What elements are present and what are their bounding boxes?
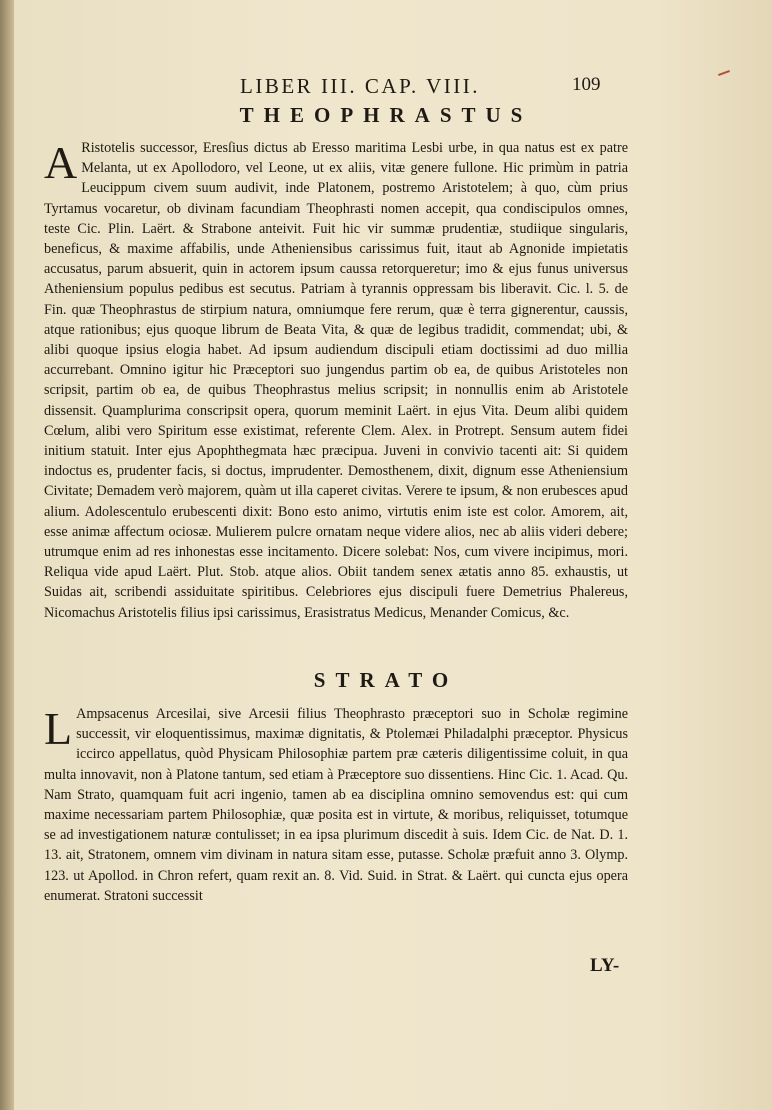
section-title-strato: STRATO bbox=[313, 668, 459, 692]
section-text-strato bbox=[44, 704, 628, 906]
section-body: Ampsacenus Arcesilai, sive Arcesii filius Theophrasto præceptori suo in Scholæ regimine successit, vir eloquentissimus, maximæ dignitatis, & Ptolemæi Philadalphi præceptor. Physicus iccirco appellatus, quòd Physicam Philosophiæ partem præ cæteris diligentissime coluit, in qua multa innovavit, non à Platone tantum, sed etiam à Præceptore suo dissentiens. Hinc Cic. 1. Acad. Qu. Nam Strato, quamquam fuit acri ingenio, tamen ab ea disciplina omnino semovendus est: qui cum maxime necessariam partem Philosophiæ, quæ posita est in virtute, & moribus, reliquisset, totumque se ad investigationem naturæ contulisset; in ea ipsa plurimum discedit à suis. Idem Cic. de Nat. D. 1. 13. ait, Stratonem, omnem vim divinam in natura sitam esse, putasse. Scholæ præfuit anno 3. Olymp. 123. ut Apollod. in Chron refert, quam rexit an. 8. Vid. Suid. in Strat. & Laërt. qui cuncta ejus opera enumerat. Stratoni successit bbox=[44, 706, 628, 904]
catchword: LY- bbox=[590, 955, 620, 976]
page-binding-shadow bbox=[0, 0, 14, 1110]
running-head bbox=[0, 74, 772, 104]
page-number: 109 bbox=[572, 74, 601, 95]
section-body: Ristotelis successor, Eresſius dictus ab Eresso maritima Lesbi urbe, in qua natus est ex patre Melanta, ut ex Apollodoro, vel Leone, ut ex aliis, vitæ genere fullone. Hic primùm in patria Leucippum civem suum audivit, inde Platonem, postremo Aristotelem; à quo, cùm prius Tyrtamus vocaretur, ob divinam facundiam Theophrasti nomen accepit, qua condiscipulos omnes, teste Cic. Plin. Laërt. & Strabone anteivit. Fuit hic vir summæ prudentiæ, studiique singularis, beneficus, & maxime affabilis, unde Atheniensibus carissimus fuit, itaut ab Agnonide impietatis accusatus, parum absuerit, quin in actorem ipsum caussa retorqueretur; imo & ejus funus universus Atheniensium populus pedibus est secutus. Patriam à tyrannis oppressam bis liberavit. Cic. l. 5. de Fin. quæ Theophrastus de stirpium natura, omniumque fere rerum, quæ è terra gignerentur, caussis, atque rationibus; ejus quoque librum de Beata Vita, & quæ de legibus tradidit, commendat; ubi, & alibi quoque ipsius elogia habet. Ad ipsum audiendum discipuli etiam doctissimi ad duo millia accurrebant. Omnino igitur hic Præceptori suo jungendus partim ob ea, de quibus Aristoteles non scripsit, partim ob ea, de quibus Theophrastus melius scripsit; in nonnullis enim ab Aristotele dissensit. Quamplurima conscripsit opera, quorum meminit Laërt. in ejus Vita. Deum alibi quidem Cœlum, alibi vero Spiritum esse existimat, referente Clem. Alex. in Protrept. Sensum autem fidei initium statuit. Inter ejus Apophthegmata hæc præcipua. Juveni in convivio tacenti ait: Si quidem indoctus es, prudenter facis, si doctus, imprudenter. Demosthenem, dixit, dignum esse Atheniensium Civitate; Demadem verò majorem, quàm ut illa caperet civitas. Verere te ipsum, & non erubesces apud alium. Adolescentulo erubescenti dixit: Bono esto animo, virtutis enim iste est color. Amorem, ait, esse animæ affectum ociosæ. Mulierem pulcre ornatam neque videre alios, nec ab aliis videri debere; utrumque enim ad res inhonestas esse incitamento. Dicere solebat: Nos, cum vivere incipimus, mori. Reliqua vide apud Laërt. Plut. Stob. atque alios. Obiit tandem senex ætatis anno 85. exhaustis, ut Suidas ait, scribendi assiduitate spiritibus. Celebriores ejus discipuli fuere Demetrius Phalereus, Nicomachus Aristotelis filius ipsi carissimus, Erasistratus Medicus, Menander Comicus, &c. bbox=[44, 140, 628, 621]
drop-cap: L bbox=[44, 703, 73, 754]
drop-cap: A bbox=[44, 137, 78, 188]
section-text-theophrastus bbox=[44, 138, 628, 623]
running-title: LIBER III. CAP. VIII. bbox=[240, 74, 480, 98]
section-title-theophrastus: THEOPHRASTUS bbox=[239, 103, 533, 127]
